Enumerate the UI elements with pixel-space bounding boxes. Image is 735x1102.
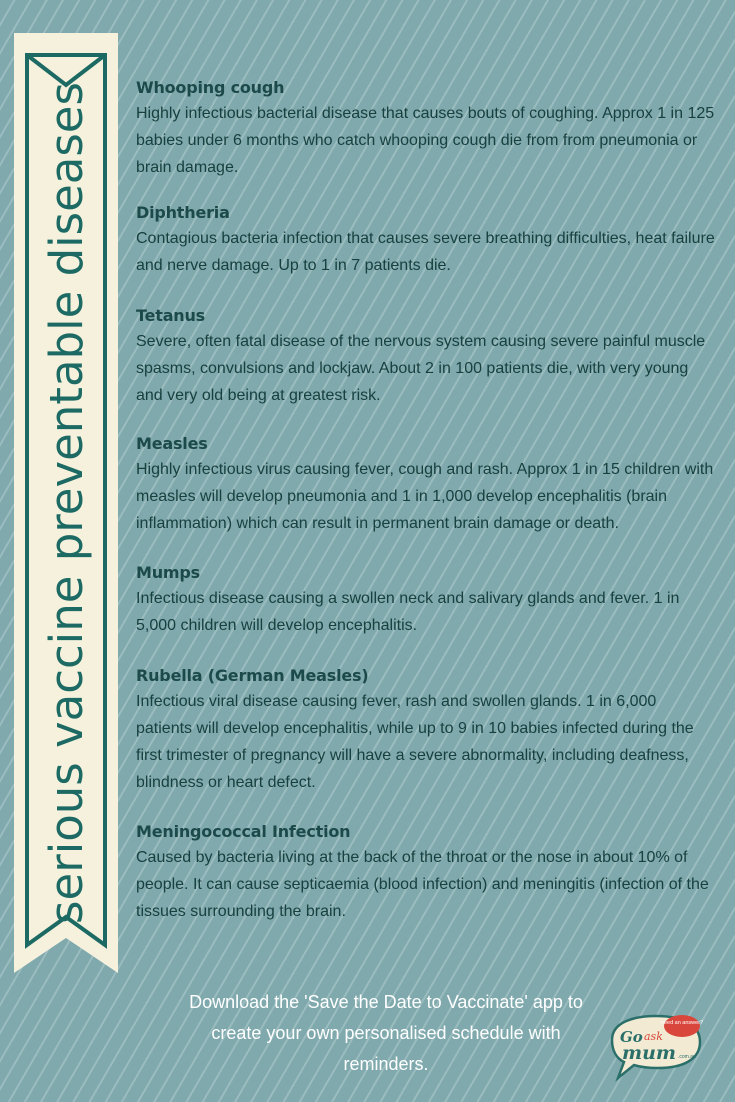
svg-text:need an answer?: need an answer? [660, 1020, 704, 1026]
disease-item [136, 820, 716, 925]
disease-description: Contagious bacteria infection that causes severe breathing difficulties, heat failure and nerve damage. Up to 1 in 7 patients die. [136, 230, 715, 274]
disease-item [136, 664, 716, 796]
disease-item [136, 304, 716, 409]
disease-description: Infectious disease causing a swollen neck and salivary glands and fever. 1 in 5,000 children will develop encephalitis. [136, 590, 680, 634]
svg-text:.com.au: .com.au [678, 1054, 696, 1060]
svg-text:Go: Go [620, 1028, 643, 1046]
disease-name: Rubella (German Measles) [136, 666, 369, 685]
svg-text:mum: mum [622, 1042, 677, 1064]
disease-item [136, 76, 716, 181]
disease-list [136, 76, 716, 947]
disease-description: Highly infectious bacterial disease that causes bouts of coughing. Approx 1 in 125 babies under 6 months who catch whooping cough die from from pneumonia or brain damage. [136, 105, 715, 176]
disease-description: Infectious viral disease causing fever, rash and swollen glands. 1 in 6,000 patients will develop encephalitis, while up to 9 in 10 babies infected during the first trimester of pregnancy will have a severe abnormality, including deafness, blindness or heart defect. [136, 693, 694, 791]
disease-name: Mumps [136, 563, 200, 582]
disease-name: Diphtheria [136, 203, 230, 222]
disease-description: Severe, often fatal disease of the nervous system causing severe painful muscle spasms, convulsions and lockjaw. About 2 in 100 patients die, with very young and very old being at greatest risk. [136, 333, 706, 404]
disease-name: Measles [136, 434, 208, 453]
disease-item [136, 561, 716, 639]
go-ask-mum-logo [604, 1012, 704, 1084]
side-banner [14, 33, 118, 973]
disease-description: Caused by bacteria living at the back of the throat or the nose in about 10% of people. It can cause septicaemia (blood infection) and meningitis (infection of the tissues surrounding the brain. [136, 849, 709, 920]
download-app-message: Download the 'Save the Date to Vaccinate' app to create your own personalised schedule with reminders. [189, 992, 583, 1074]
disease-item [136, 201, 716, 279]
svg-text:ask: ask [644, 1030, 663, 1043]
disease-item [136, 432, 716, 537]
disease-description: Highly infectious virus causing fever, cough and rash. Approx 1 in 15 children with measles will develop pneumonia and 1 in 1,000 develop encephalitis (brain inflammation) which can result in permanent brain damage or death. [136, 461, 714, 532]
disease-name: Tetanus [136, 306, 205, 325]
banner-title: serious vaccine preventable diseases [39, 82, 93, 924]
disease-name: Meningococcal Infection [136, 822, 351, 841]
disease-name: Whooping cough [136, 78, 285, 97]
